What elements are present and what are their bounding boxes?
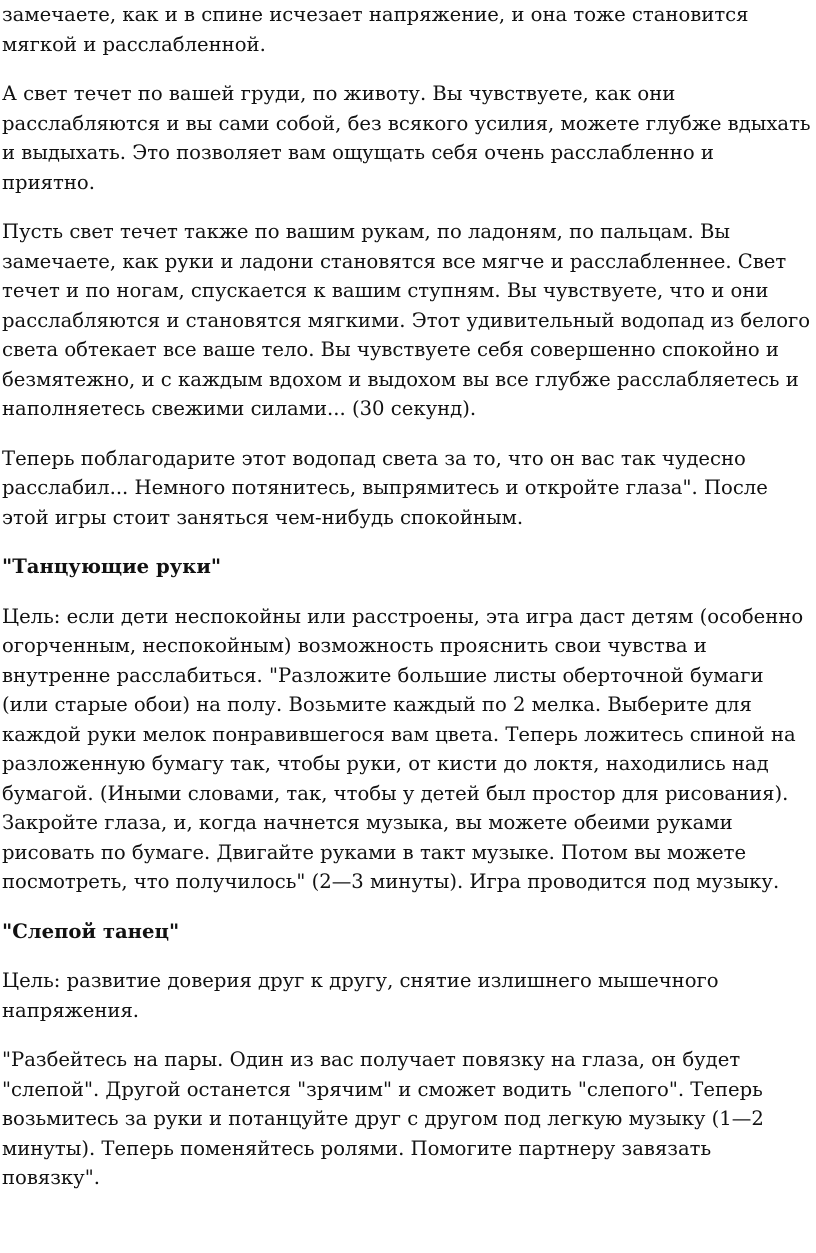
paragraph-light-waterfall: Пусть свет течет также по вашим рукам, по ладоням, по пальцам. Вы замечаете, как руки и ладони становятся все мягче и расслабленнее. Свет течет и по ногам, спускается к вашим ступням. Вы чувствуете, что и они расслабляются и становятся мягкими. Этот удивительный водопад из белого света обтекает все ваше тело. Вы чувствуете себя совершенно спокойно и безмятежно, и с каждым вдохом и выдохом вы все глубже расслабляетесь и наполняетесь свежими силами... (30 секунд). (2, 220, 811, 420)
paragraph-dancing-hands: Цель: если дети неспокойны или расстроены, эта игра даст детям (особенно огорченным, неспокойным) возможность прояснить свои чувства и внутренне расслабиться. "Разложите большие листы оберточной бумаги (или старые обои) на полу. Возьмите каждый по 2 мелка. Выберите для каждой руки мелок понравившегося вам цвета. Теперь ложитесь спиной на разложенную бумагу так, чтобы руки, от кисти до локтя, находились над бумагой. (Иными словами, так, чтобы у детей был простор для рисования). Закройте глаза, и, когда начнется музыка, вы можете обеими руками рисовать по бумаге. Двигайте руками в такт музыке. Потом вы можете посмотреть, что получилось" (2—3 минуты). Игра проводится под музыку. (2, 604, 804, 893)
heading-dancing-hands: "Танцующие руки" (2, 555, 222, 578)
paragraph-back-relaxation: замечаете, как и в спине исчезает напряжение, и она тоже становится мягкой и расслабленной. (2, 3, 749, 56)
paragraph-blind-dance: "Разбейтесь на пары. Один из вас получает повязку на глаза, он будет "слепой". Другой останется "зрячим" и сможет водить "слепого". Теперь возьмитесь за руки и потанцуйте друг с другом под легкую музыку (1—2 минуты). Теперь поменяйтесь ролями. Помогите партнеру завязать повязку". (2, 1048, 764, 1189)
paragraph-closing: Теперь поблагодарите этот водопад света за то, что он вас так чудесно расслабил... Немного потянитесь, выпрямитесь и откройте глаза". После этой игры стоит заняться чем-нибудь спокойным. (2, 446, 768, 529)
paragraph-blind-dance-goal: Цель: развитие доверия друг к другу, снятие излишнего мышечного напряжения. (2, 969, 719, 1022)
paragraph-chest-relaxation: А свет течет по вашей груди, по животу. Вы чувствуете, как они расслабляются и вы сами собой, без всякого усилия, можете глубже вдыхать и выдыхать. Это позволяет вам ощущать себя очень расслабленно и приятно. (2, 82, 811, 194)
heading-blind-dance: "Слепой танец" (2, 919, 180, 943)
